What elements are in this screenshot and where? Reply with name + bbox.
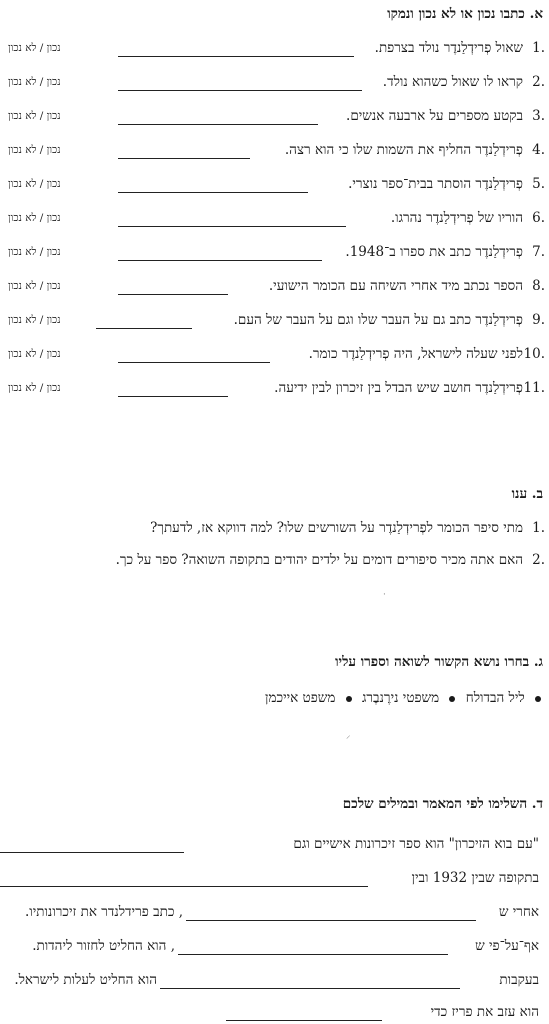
list-item [0, 242, 549, 266]
list-item [0, 140, 549, 164]
item-text: פְרידְלַנדֶר הוסתר בבית־ספר נוצרי. [348, 176, 523, 192]
answer-line[interactable] [118, 158, 250, 159]
item-text: פְרידְלַנדֶר כתב גם על העבר שלו וגם על העבר של העם. [233, 312, 523, 328]
blank-line[interactable] [178, 954, 448, 955]
true-false-label[interactable]: נכון / לא נכון [8, 144, 61, 156]
blank-line[interactable] [0, 852, 184, 853]
completion-text: בעקבות [499, 972, 539, 988]
section-c-title: בחרו נושא הקשור לשואה וספרו עליו [335, 654, 530, 670]
topic-option[interactable]: ליל הבדולח [465, 690, 525, 706]
true-false-label[interactable]: נכון / לא נכון [8, 212, 61, 224]
blank-line[interactable] [186, 920, 476, 921]
bullet-icon [535, 696, 541, 702]
scan-speck: · [383, 590, 386, 600]
list-item [0, 72, 549, 96]
answer-line[interactable] [96, 328, 192, 329]
true-false-label[interactable]: נכון / לא נכון [8, 280, 61, 292]
section-a-heading [387, 6, 543, 22]
true-false-label[interactable]: נכון / לא נכון [8, 348, 61, 360]
topic-option[interactable]: משפט אייכמן [265, 690, 336, 706]
blank-line[interactable] [160, 988, 460, 989]
true-false-label[interactable]: נכון / לא נכון [8, 42, 61, 54]
answer-line[interactable] [118, 124, 318, 125]
scan-speck: ⸝ [346, 731, 351, 741]
completion-text: , כתב פרידלנדר את זיכרונותיו. [24, 904, 183, 920]
item-number: 1. [532, 520, 545, 536]
item-number: 10. [523, 346, 545, 362]
item-number: 3. [532, 108, 545, 124]
true-false-label[interactable]: נכון / לא נכון [8, 246, 61, 258]
item-number: 4. [532, 142, 545, 158]
bullet-icon [449, 696, 455, 702]
item-number: 2. [532, 74, 545, 90]
list-item [0, 208, 549, 232]
completion-text: "עם בוא הזיכרון" הוא ספר זיכרונות אישיים וגם [293, 836, 539, 852]
true-false-label[interactable]: נכון / לא נכון [8, 76, 61, 88]
completion-text: אף־על־פי ש [475, 938, 539, 954]
item-text: פְרידְלַנדֶר החליף את השמות שלו כי הוא רצה. [284, 142, 523, 158]
completion-text: הוא החליט לעלות לישראל. [14, 972, 157, 988]
item-text: הספר נכתב מיד אחרי השיחה עם הכומר הישועי. [268, 278, 523, 294]
section-a-letter: א. [529, 6, 543, 22]
item-text: הוריו של פְרידְלַנדֶר נהרגו. [390, 210, 523, 226]
item-number: 1. [532, 40, 545, 56]
item-text: בקטע מספרים על ארבעה אנשים. [346, 108, 523, 124]
topic-option[interactable]: משפטי נירֶנבֶרג [361, 690, 440, 706]
answer-line[interactable] [118, 192, 308, 193]
item-number: 9. [532, 312, 545, 328]
item-number: 6. [532, 210, 545, 226]
topic-list [265, 690, 541, 706]
question-item [0, 550, 549, 574]
section-b-heading [512, 486, 543, 502]
list-item [0, 174, 549, 198]
section-c-heading [335, 654, 543, 670]
section-d-letter: ד. [531, 796, 543, 812]
section-b-letter: ב. [531, 486, 543, 502]
question-item [0, 518, 549, 542]
answer-line[interactable] [118, 396, 228, 397]
true-false-label[interactable]: נכון / לא נכון [8, 314, 61, 326]
answer-line[interactable] [118, 260, 322, 261]
item-number: 8. [532, 278, 545, 294]
answer-line[interactable] [118, 226, 346, 227]
true-false-label[interactable]: נכון / לא נכון [8, 382, 61, 394]
answer-line[interactable] [118, 362, 270, 363]
item-text: קראו לו שאול כשהוא נולד. [382, 74, 523, 90]
list-item [0, 378, 549, 402]
section-c-letter: ג. [533, 654, 543, 670]
true-false-label[interactable]: נכון / לא נכון [8, 110, 61, 122]
bullet-icon [346, 696, 352, 702]
item-number: 2. [532, 552, 545, 568]
list-item [0, 106, 549, 130]
item-number: 7. [532, 244, 545, 260]
true-false-label[interactable]: נכון / לא נכון [8, 178, 61, 190]
completion-text: , הוא החליט לחזור ליהדות. [32, 938, 175, 954]
item-text: מתי סיפר הכומר לפְרידְלַנדֶר על השורשים שלו? למה דווקא אז, לדעתך? [150, 520, 523, 536]
section-b-title: ענו [511, 486, 528, 502]
item-text: שאול פְרידְלַנדֶר נולד בצרפת. [374, 40, 523, 56]
item-text: פְרידְלַנדֶר כתב את ספרו ב־1948. [345, 244, 523, 260]
section-d-title: השלימו לפי המאמר ובמילים שלכם [342, 796, 528, 812]
completion-text: הוא עזב את פריז כדי [430, 1004, 539, 1020]
blank-line[interactable] [226, 1020, 382, 1021]
answer-line[interactable] [118, 56, 354, 57]
completion-text: בתקופה שבין 1932 ובין [411, 870, 539, 886]
item-number: 11. [523, 380, 545, 396]
blank-line[interactable] [0, 886, 368, 887]
item-text: האם אתה מכיר סיפורים דומים על ילדים יהודים בתקופה השואה? ספר על כך. [115, 552, 523, 568]
list-item [0, 38, 549, 62]
item-number: 5. [532, 176, 545, 192]
list-item [0, 310, 549, 334]
list-item [0, 276, 549, 300]
item-text: לפני שעלה לישראל, היה פְרידְלַנדֶר כומר. [308, 346, 523, 362]
completion-text: אחרי ש [498, 904, 539, 920]
answer-line[interactable] [118, 90, 362, 91]
section-a-title: כתבו נכון או לא נכון ונמקו [387, 6, 525, 22]
item-text: פְרידְלַנדֶר חושב שיש הבדל בין זיכרון לבין ידיעה. [274, 380, 523, 396]
list-item [0, 344, 549, 368]
answer-line[interactable] [118, 294, 228, 295]
section-d-heading [343, 796, 543, 812]
